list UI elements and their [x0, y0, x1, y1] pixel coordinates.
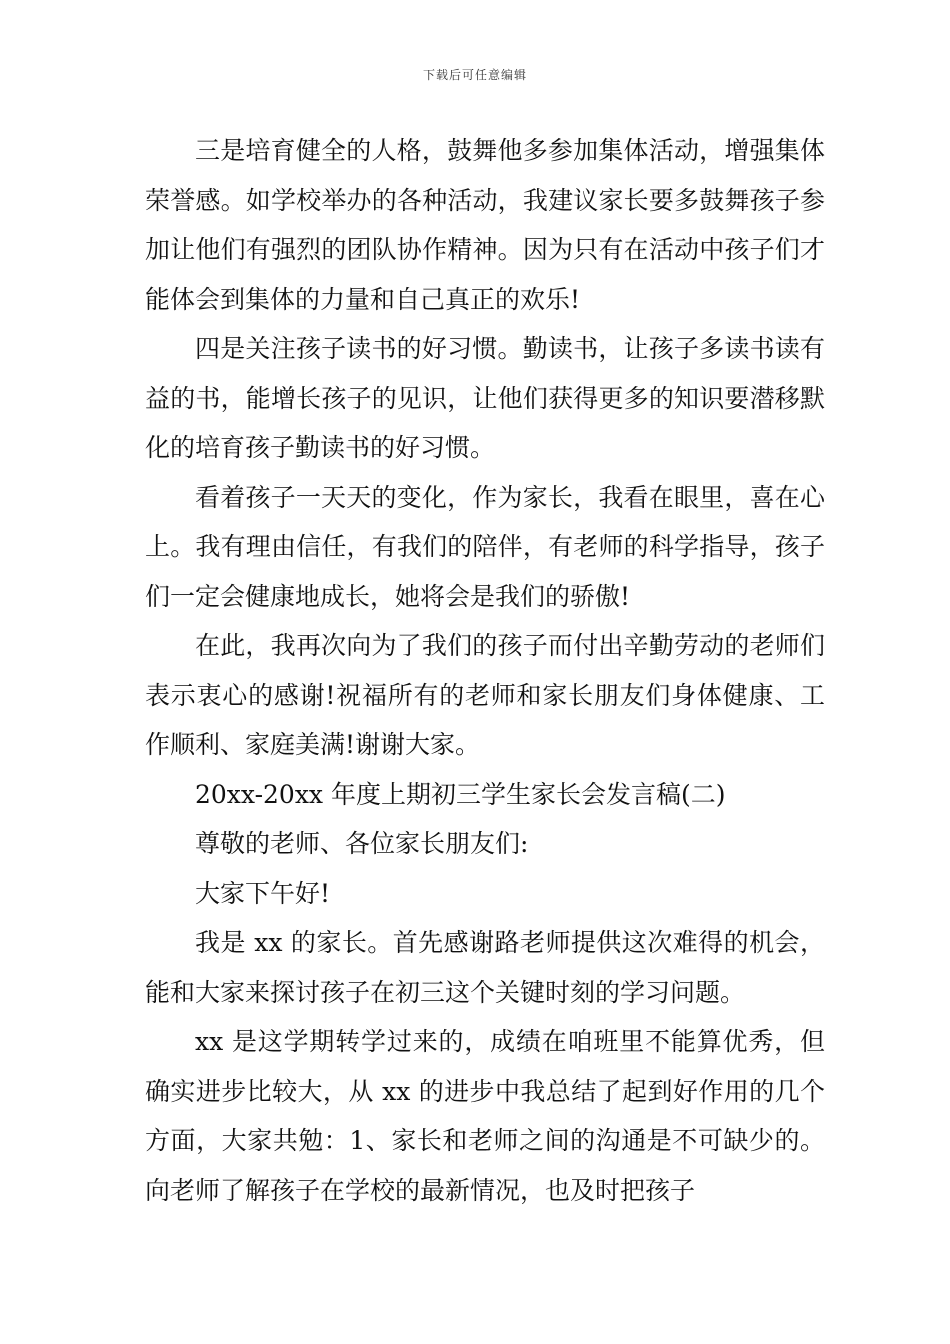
paragraph: 看着孩子一天天的变化，作为家长，我看在眼里，喜在心上。我有理由信任，有我们的陪伴，有老师的科学指导，孩子们一定会健康地成长，她将会是我们的骄傲! — [145, 482, 825, 611]
section-title: 20xx-20xx 年度上期初三学生家长会发言稿(二) — [195, 779, 726, 809]
paragraph: 四是关注孩子读书的好习惯。勤读书，让孩子多读书读有益的书，能增长孩子的见识，让他们获得更多的知识要潜移默化的培育孩子勤读书的好习惯。 — [145, 334, 825, 462]
paragraph: 我是 xx 的家长。首先感谢路老师提供这次难得的机会，能和大家来探讨孩子在初三这个关键时刻的学习问题。 — [145, 928, 825, 1007]
salutation: 尊敬的老师、各位家长朋友们: — [195, 829, 529, 858]
paragraph: 在此，我再次向为了我们的孩子而付出辛勤劳动的老师们表示衷心的感谢!祝福所有的老师和家长朋友们身体健康、工作顺利、家庭美满!谢谢大家。 — [145, 631, 825, 759]
page-header-note: 下载后可任意编辑 — [422, 68, 527, 82]
greeting: 大家下午好! — [195, 878, 331, 908]
paragraph: xx 是这学期转学过来的，成绩在咱班里不能算优秀，但确实进步比较大，从 xx 的进步中我总结了起到好作用的几个方面，大家共勉：1、家长和老师之间的沟通是不可缺少的。向老师了解孩子在学校的最新情况，也及时把孩子 — [145, 1027, 825, 1205]
paragraph: 三是培育健全的人格，鼓舞他多参加集体活动，增强集体荣誉感。如学校举办的各种活动，我建议家长要多鼓舞孩子参加让他们有强烈的团队协作精神。因为只有在活动中孩子们才能体会到集体的力量和自己真正的欢乐! — [145, 136, 825, 314]
document-body — [145, 126, 825, 1215]
